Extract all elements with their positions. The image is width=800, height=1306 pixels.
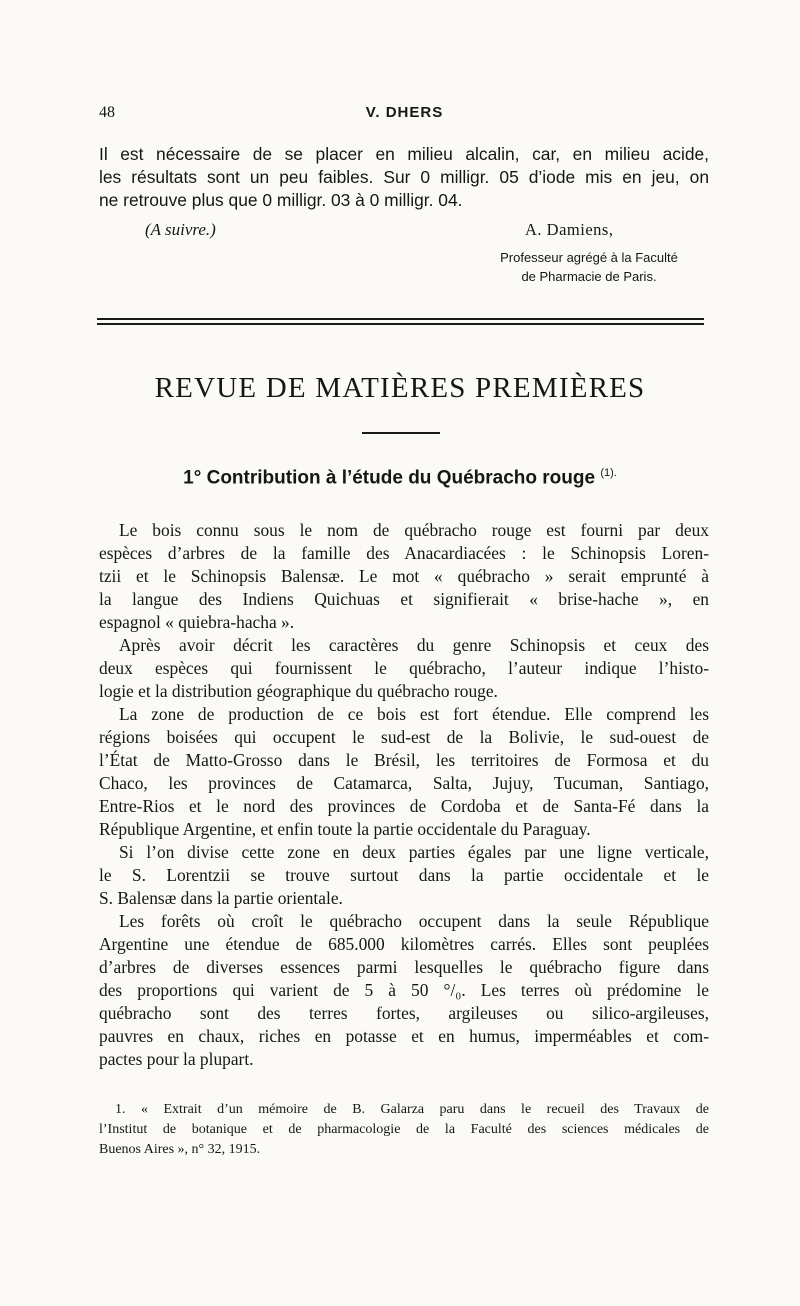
running-head: V. DHERS [365,104,444,121]
body-line: espagnol « quiebra-hacha ». [99,612,295,632]
body-line: Après avoir décrit les caractères du genre Schinopsis et ceux des [119,635,709,655]
body-line: République Argentine, et enfin toute la partie occidentale du Paraguay. [99,819,591,839]
body-line: Argentine une étendue de 685.000 kilomètres carrés. Elles sont peuplées [99,934,709,954]
body-line: tzii et le Schinopsis Balensæ. Le mot « québracho » serait emprunté à [99,566,709,586]
footnote-line: l’Institut de botanique et de pharmacologie de la Faculté des sciences médicales de [99,1122,709,1137]
continued-note: (A suivre.) [145,220,216,239]
section-divider-rule [97,323,704,325]
body-line: deux espèces qui fournissent le québracho, l’auteur indique l’histo- [99,658,709,678]
title-underline [362,432,440,434]
intro-line: Il est nécessaire de se placer en milieu alcalin, car, en milieu acide, [99,144,709,164]
body-line: Entre-Rios et le nord des provinces de Cordoba et de Santa-Fé dans la [99,796,709,816]
footnote-line: 1. « Extrait d’un mémoire de B. Galarza paru dans le recueil des Travaux de [115,1102,709,1117]
signoff [99,220,709,290]
article-subtitle [80,467,720,489]
body-line: espèces d’arbres de la famille des Anacardiacées : le Schinopsis Loren- [99,543,709,563]
body-line: d’arbres de diverses essences parmi lesquelles le québracho figure dans [99,957,709,977]
body-line: régions boisées qui occupent le sud-est de la Bolivie, le sud-ouest de [99,727,709,747]
section-title: REVUE DE MATIÈRES PREMIÈRES [154,372,646,404]
body-line: Si l’on divise cette zone en deux parties égales par une ligne verticale, [119,842,709,862]
intro-line: les résultats sont un peu faibles. Sur 0 milligr. 05 d’iode mis en jeu, on [99,167,709,187]
page-number: 48 [99,104,115,121]
body-line: le S. Lorentzii se trouve surtout dans la partie occidentale et le [99,865,709,885]
body-line: québracho sont des terres fortes, argileuses ou silico-argileuses, [99,1003,709,1023]
author-affiliation [459,248,719,286]
body-line: la langue des Indiens Quichuas et signifierait « brise-hache », en [99,589,709,609]
affiliation-line: de Pharmacie de Paris. [521,269,657,284]
footnote-line: Buenos Aires », n° 32, 1915. [99,1142,261,1157]
body-line: logie et la distribution géographique du québracho rouge. [99,681,498,701]
body-line: Le bois connu sous le nom de québracho rouge est fourni par deux [119,520,709,540]
affiliation-line: Professeur agrégé à la Faculté [500,250,678,265]
body-line: des proportions qui varient de 5 à 50 °/₀. Les terres où prédomine le [99,980,709,1000]
section-divider-rule [97,318,704,320]
page-header [99,104,710,128]
body-line: Les forêts où croît le québracho occupent dans la seule République [119,911,709,931]
body-line: l’État de Matto-Grosso dans le Brésil, les territoires de Formosa et du [99,750,709,770]
body-line: S. Balensæ dans la partie orientale. [99,888,343,908]
author-signature: A. Damiens, [525,220,614,239]
body-line: La zone de production de ce bois est fort étendue. Elle comprend les [119,704,709,724]
intro-line: ne retrouve plus que 0 milligr. 03 à 0 milligr. 04. [99,190,463,210]
footnote-ref: (1). [600,467,617,479]
body-line: pactes pour la plupart. [99,1049,254,1069]
subtitle-text: 1° Contribution à l’étude du Québracho rouge [183,467,596,489]
body-line: pauvres en chaux, riches en potasse et en humus, imperméables et com- [99,1026,709,1046]
body-line: Chaco, les provinces de Catamarca, Salta, Jujuy, Tucuman, Santiago, [99,773,709,793]
